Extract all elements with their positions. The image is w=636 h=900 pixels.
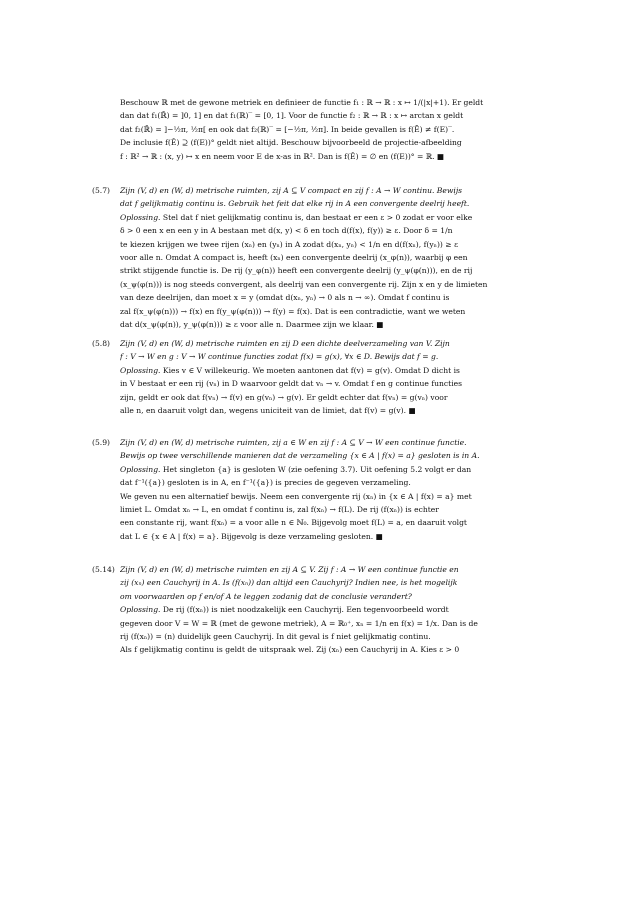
statement-line: Zijn (V, d) en (W, d) metrische ruimten en zij A ⊆ V. Zij f : A → W een continue functie en	[120, 565, 459, 574]
statement-line: Zijn (V, d) en (W, d) metrische ruimten, zij A ⊆ V compact en zij f : A → W continu. Bewijs	[120, 186, 463, 195]
exercise-label: (5.14)	[92, 565, 115, 574]
solution-line: δ > 0 een x en een y in A bestaan met d(x, y) < δ en toch d(f(x), f(y)) ≥ ε. Door δ = 1/n	[120, 226, 453, 236]
statement-line: f : V → W en g : V → W continue functies zodat f(x) = g(x), ∀x ∈ D. Bewijs dat f = g.	[120, 352, 439, 362]
solution-line: (x_ψ(φ(n))) is nog steeds convergent, als deelrij van een convergente rij. Zijn x en y de limieten	[120, 279, 488, 289]
statement-line: zij (xₙ) een Cauchyrij in A. Is (f(xₙ)) dan altijd een Cauchyrij? Indien nee, is het mogelijk	[120, 578, 458, 588]
solution-line: zal f(x_ψ(φ(n))) → f(x) en f(y_ψ(φ(n))) → f(y) = f(x). Dat is een contradictie, want we weten	[120, 306, 466, 316]
solution-line: limiet L. Omdat xₙ → L, en omdat f continu is, zal f(xₙ) → f(L). De rij (f(xₙ)) is echter	[120, 505, 439, 515]
exercise-5-14	[120, 563, 516, 657]
solution-line: strikt stijgende functie is. De rij (y_φ(n)) heeft een convergente deelrij (y_ψ(φ(n))), en de rij	[120, 266, 473, 276]
exercise-5-9	[120, 436, 516, 543]
solution-line: dat d(x_ψ(φ(n)), y_ψ(φ(n))) ≥ ε voor alle n. Daarmee zijn we klaar. ■	[120, 320, 384, 330]
solution-keyword: Oplossing.	[120, 605, 161, 615]
solution-line: Oplossing. De rij (f(xₙ)) is niet noodzakelijk een Cauchyrij. Een tegenvoorbeeld wordt	[120, 605, 449, 615]
intro-paragraph	[120, 96, 516, 163]
exercise-label: (5.9)	[92, 438, 111, 447]
exercise-label: (5.8)	[92, 339, 111, 348]
solution-line: zijn, geldt er ook dat f(vₙ) → f(v) en g(vₙ) → g(v). Er geldt echter dat f(vₙ) = g(vₙ) voor	[120, 392, 448, 402]
solution-line: gegeven door V = W = ℝ (met de gewone metriek), A = ℝ₀⁺, xₙ = 1/n en f(x) = 1/x. Dan is de	[120, 618, 478, 628]
solution-keyword: Oplossing.	[120, 464, 161, 474]
solution-line: van deze deelrijen, dan moet x = y (omdat d(xₙ, yₙ) → 0 als n → ∞). Omdat f continu is	[120, 293, 450, 303]
statement-line: Zijn (V, d) en (W, d) metrische ruimten, zij a ∈ W en zij f : A ⊆ V → W een continue functie.	[120, 438, 467, 447]
text-line: dat f₂(ℝ̄) = ]−½π, ½π[ en ook dat f₂(ℝ)‾ = [−½π, ½π]. In beide gevallen is f(Ē) ≠ f(E)‾.	[120, 124, 455, 134]
text-line: dan dat f₁(ℝ̄) = ]0, 1] en dat f₁(ℝ)‾ = [0, 1]. Voor de functie f₂ : ℝ → ℝ : x ↦ arctan x geldt	[120, 111, 464, 121]
solution-line: Als f gelijkmatig continu is geldt de uitspraak wel. Zij (xₙ) een Cauchyrij in A. Kies ε > 0	[120, 645, 460, 655]
solution-line: Oplossing. Kies v ∈ V willekeurig. We moeten aantonen dat f(v) = g(v). Omdat D dicht is	[120, 365, 460, 375]
solution-line: Oplossing. Stel dat f niet gelijkmatig continu is, dan bestaat er een ε > 0 zodat er voor elke	[120, 212, 473, 222]
solution-line: te kiezen krijgen we twee rijen (xₙ) en (yₙ) in A zodat d(xₙ, yₙ) < 1/n en d(f(xₙ), f(yₙ)) ≥ ε	[120, 239, 458, 249]
solution-line: alle n, en daaruit volgt dan, wegens uniciteit van de limiet, dat f(v) = g(v). ■	[120, 406, 416, 416]
solution-line: een constante rij, want f(xₙ) = a voor alle n ∈ ℕ₀. Bijgevolg moet f(L) = a, en daaruit volgt	[120, 518, 467, 528]
solution-line: dat f⁻¹({a}) gesloten is in A, en f⁻¹({a}) is precies de gegeven verzameling.	[120, 478, 411, 488]
text-line: Beschouw ℝ met de gewone metriek en definieer de functie f₁ : ℝ → ℝ : x ↦ 1/(|x|+1). Er geldt	[120, 98, 484, 107]
statement-line: Zijn (V, d) en (W, d) metrische ruimten en zij D een dichte deelverzameling van V. Zijn	[120, 339, 450, 348]
solution-line: dat L ∈ {x ∈ A | f(x) = a}. Bijgevolg is deze verzameling gesloten. ■	[120, 531, 383, 541]
solution-line: We geven nu een alternatief bewijs. Neem een convergente rij (xₙ) in {x ∈ A | f(x) = a} met	[120, 491, 472, 501]
statement-line: dat f gelijkmatig continu is. Gebruik het feit dat elke rij in A een convergente deelrij heeft.	[120, 199, 470, 209]
text-line: De inclusie f(Ê) ⊇ (f(E))° geldt niet altijd. Beschouw bijvoorbeeld de projectie-afbeelding	[120, 138, 462, 148]
exercise-5-7	[120, 184, 516, 331]
solution-keyword: Oplossing.	[120, 365, 161, 375]
exercise-label: (5.7)	[92, 186, 111, 195]
statement-line: om voorwaarden op f en/of A te leggen zodanig dat de conclusie verandert?	[120, 591, 412, 601]
solution-line: Oplossing. Het singleton {a} is gesloten W (zie oefening 3.7). Uit oefening 5.2 volgt er dan	[120, 464, 472, 474]
statement-line: Bewijs op twee verschillende manieren dat de verzameling {x ∈ A | f(x) = a} gesloten is in A.	[120, 451, 480, 461]
solution-line: rij (f(xₙ)) = (n) duidelijk geen Cauchyrij. In dit geval is f niet gelijkmatig continu.	[120, 632, 431, 642]
exercise-5-8	[120, 337, 516, 417]
solution-keyword: Oplossing.	[120, 212, 161, 222]
text-line: f : ℝ² → ℝ : (x, y) ↦ x en neem voor E de x-as in ℝ². Dan is f(Ê) = ∅ en (f(E))° = ℝ. ■	[120, 151, 445, 161]
solution-line: in V bestaat er een rij (vₙ) in D waarvoor geldt dat vₙ → v. Omdat f en g continue functies	[120, 379, 463, 389]
solution-line: voor alle n. Omdat A compact is, heeft (xₙ) een convergente deelrij (x_φ(n)), waarbij φ een	[120, 253, 468, 263]
